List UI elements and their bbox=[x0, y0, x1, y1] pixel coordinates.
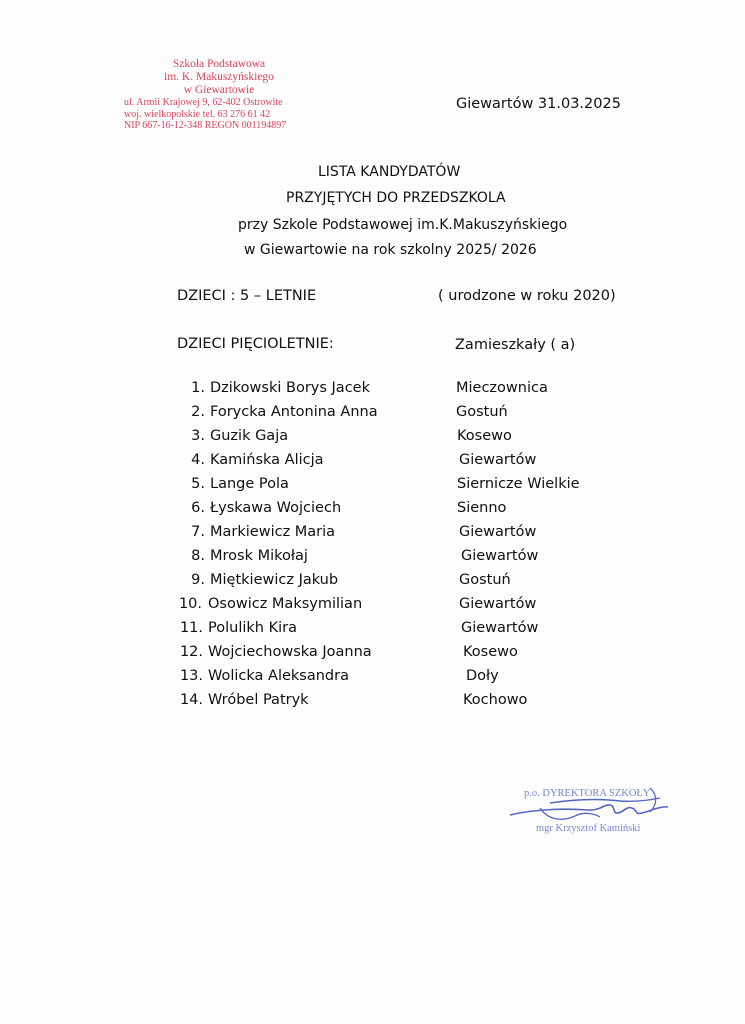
birth-year-note: ( urodzone w roku 2020) bbox=[438, 288, 616, 304]
list-item-number: 8. bbox=[191, 548, 205, 564]
child-residence: Giewartów bbox=[459, 452, 537, 468]
list-item bbox=[0, 404, 745, 424]
signature-name: mgr Krzysztof Kamiński bbox=[536, 823, 641, 834]
child-residence: Giewartów bbox=[461, 620, 539, 636]
list-item bbox=[0, 500, 745, 520]
list-item-number: 2. bbox=[191, 404, 205, 420]
children-column-header: DZIECI PIĘCIOLETNIE: bbox=[177, 336, 334, 352]
child-residence: Giewartów bbox=[461, 548, 539, 564]
list-item-number: 14. bbox=[179, 692, 203, 708]
title-line-4: w Giewartowie na rok szkolny 2025/ 2026 bbox=[244, 242, 537, 258]
list-item bbox=[0, 452, 745, 472]
child-name: Osowicz Maksymilian bbox=[208, 596, 363, 612]
child-residence: Giewartów bbox=[459, 524, 537, 540]
list-item bbox=[0, 548, 745, 568]
list-item bbox=[0, 524, 745, 544]
list-item bbox=[0, 644, 745, 664]
list-item-number: 6. bbox=[191, 500, 205, 516]
child-residence: Kosewo bbox=[463, 644, 518, 660]
stamp-phone: woj. wielkopolskie tel. 63 276 61 42 bbox=[124, 108, 271, 120]
child-residence: Siernicze Wielkie bbox=[457, 476, 580, 492]
child-name: Dzikowski Borys Jacek bbox=[210, 380, 370, 396]
title-line-2: PRZYJĘTYCH DO PRZEDSZKOLA bbox=[286, 190, 506, 206]
title-line-3: przy Szkole Podstawowej im.K.Makuszyńskiego bbox=[238, 217, 568, 233]
child-name: Mrosk Mikołaj bbox=[210, 548, 308, 564]
child-residence: Mieczownica bbox=[456, 380, 548, 396]
child-name: Forycka Antonina Anna bbox=[210, 404, 378, 420]
school-stamp bbox=[108, 58, 330, 132]
child-residence: Doły bbox=[466, 668, 499, 684]
list-item-number: 3. bbox=[191, 428, 205, 444]
child-name: Markiewicz Maria bbox=[210, 524, 336, 540]
list-item bbox=[0, 668, 745, 688]
list-item-number: 1. bbox=[191, 380, 205, 396]
stamp-address: ul. Armii Krajowej 9, 62-402 Ostrowite bbox=[124, 97, 283, 108]
child-name: Polulikh Kira bbox=[208, 620, 297, 636]
list-item-number: 5. bbox=[191, 476, 205, 492]
list-item bbox=[0, 572, 745, 592]
list-item-number: 9. bbox=[191, 572, 205, 588]
list-item-number: 7. bbox=[191, 524, 205, 540]
list-item-number: 13. bbox=[179, 668, 203, 684]
stamp-registry: NIP 667-16-12-348 REGON 001194897 bbox=[124, 120, 287, 131]
list-item-number: 4. bbox=[191, 452, 205, 468]
list-item bbox=[0, 380, 745, 400]
child-residence: Gostuń bbox=[456, 404, 508, 420]
list-item bbox=[0, 620, 745, 640]
list-item bbox=[0, 428, 745, 448]
signature-role: p.o. DYREKTORA SZKOŁY bbox=[524, 788, 651, 799]
child-name: Lange Pola bbox=[210, 476, 289, 492]
list-item bbox=[0, 596, 745, 616]
list-item bbox=[0, 476, 745, 496]
child-residence: Kosewo bbox=[457, 428, 512, 444]
list-item-number: 11. bbox=[179, 620, 203, 636]
document-date: Giewartów 31.03.2025 bbox=[456, 96, 621, 112]
stamp-patron: im. K. Makuszyńskiego bbox=[164, 71, 274, 83]
signature-block bbox=[500, 780, 690, 850]
residence-column-header: Zamieszkały ( a) bbox=[455, 337, 576, 353]
stamp-school-name: Szkoła Podstawowa bbox=[172, 58, 266, 70]
list-item bbox=[0, 692, 745, 712]
child-residence: Kochowo bbox=[463, 692, 528, 708]
title-line-1: LISTA KANDYDATÓW bbox=[318, 164, 461, 180]
child-residence: Gostuń bbox=[459, 572, 511, 588]
list-item-number: 10. bbox=[178, 596, 202, 612]
child-name: Kamińska Alicja bbox=[210, 452, 324, 468]
child-name: Wróbel Patryk bbox=[208, 692, 309, 708]
child-name: Wojciechowska Joanna bbox=[208, 644, 372, 660]
stamp-location: w Giewartowie bbox=[183, 84, 255, 96]
age-group-label: DZIECI : 5 – LETNIE bbox=[177, 288, 317, 304]
child-residence: Giewartów bbox=[459, 596, 537, 612]
child-residence: Sienno bbox=[457, 500, 507, 516]
child-name: Miętkiewicz Jakub bbox=[210, 572, 339, 588]
child-name: Łyskawa Wojciech bbox=[210, 500, 342, 516]
child-name: Wolicka Aleksandra bbox=[208, 668, 349, 684]
list-item-number: 12. bbox=[179, 644, 203, 660]
child-name: Guzik Gaja bbox=[210, 428, 289, 444]
